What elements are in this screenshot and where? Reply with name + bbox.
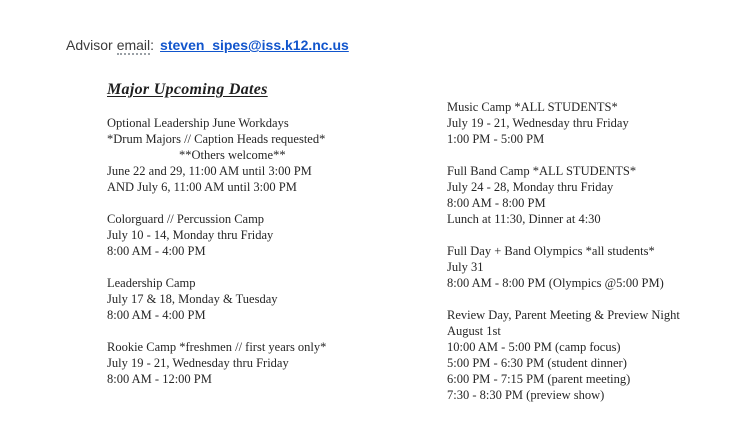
- schedule-right-column: [447, 99, 747, 419]
- event-block: [107, 211, 437, 259]
- event-line: July 19 - 21, Wednesday thru Friday: [107, 356, 289, 370]
- event-line: July 24 - 28, Monday thru Friday: [447, 180, 614, 194]
- advisor-email-link[interactable]: steven_sipes@iss.k12.nc.us: [160, 37, 349, 53]
- misspelled-word: email: [116, 37, 151, 53]
- event-line: August 1st: [447, 324, 501, 338]
- event-line: Full Day + Band Olympics *all students*: [447, 244, 655, 258]
- event-block: [107, 115, 437, 195]
- event-block: [107, 339, 437, 387]
- event-line: July 17 & 18, Monday & Tuesday: [107, 292, 278, 306]
- event-block: [447, 163, 747, 227]
- event-block: [107, 275, 437, 323]
- event-line: June 22 and 29, 11:00 AM until 3:00 PM: [107, 164, 312, 178]
- event-line: 8:00 AM - 8:00 PM (Olympics @5:00 PM): [447, 276, 664, 290]
- event-block: [447, 307, 747, 403]
- event-line: Music Camp *ALL STUDENTS*: [447, 100, 618, 114]
- event-line: 8:00 AM - 4:00 PM: [107, 308, 206, 322]
- event-line: 6:00 PM - 7:15 PM (parent meeting): [447, 372, 631, 386]
- event-line: July 19 - 21, Wednesday thru Friday: [447, 116, 629, 130]
- event-line: 5:00 PM - 6:30 PM (student dinner): [447, 356, 627, 370]
- event-line: 8:00 AM - 12:00 PM: [107, 372, 212, 386]
- event-line: July 10 - 14, Monday thru Friday: [107, 228, 274, 242]
- event-line: **Others welcome**: [179, 148, 286, 162]
- event-line: 10:00 AM - 5:00 PM (camp focus): [447, 340, 621, 354]
- event-line: Rookie Camp *freshmen // first years only*: [107, 340, 327, 354]
- advisor-email-line: [66, 37, 349, 53]
- schedule-left-column: [107, 115, 437, 403]
- page-title: Major Upcoming Dates: [107, 81, 268, 98]
- event-line: *Drum Majors // Caption Heads requested*: [107, 132, 326, 146]
- event-line: Lunch at 11:30, Dinner at 4:30: [447, 212, 601, 226]
- event-line: Colorguard // Percussion Camp: [107, 212, 265, 226]
- event-block: [447, 243, 747, 291]
- advisor-separator: :: [150, 37, 155, 53]
- event-line: Review Day, Parent Meeting & Preview Night: [447, 308, 680, 322]
- event-line: Optional Leadership June Workdays: [107, 116, 289, 130]
- event-line: July 31: [447, 260, 484, 274]
- event-line: AND July 6, 11:00 AM until 3:00 PM: [107, 180, 297, 194]
- event-line: Leadership Camp: [107, 276, 196, 290]
- event-block: [447, 99, 747, 147]
- event-line: 1:00 PM - 5:00 PM: [447, 132, 545, 146]
- event-line: 8:00 AM - 8:00 PM: [447, 196, 546, 210]
- event-line: 7:30 - 8:30 PM (preview show): [447, 388, 605, 402]
- event-line: 8:00 AM - 4:00 PM: [107, 244, 206, 258]
- advisor-label: Advisor: [66, 37, 113, 53]
- event-line: Full Band Camp *ALL STUDENTS*: [447, 164, 637, 178]
